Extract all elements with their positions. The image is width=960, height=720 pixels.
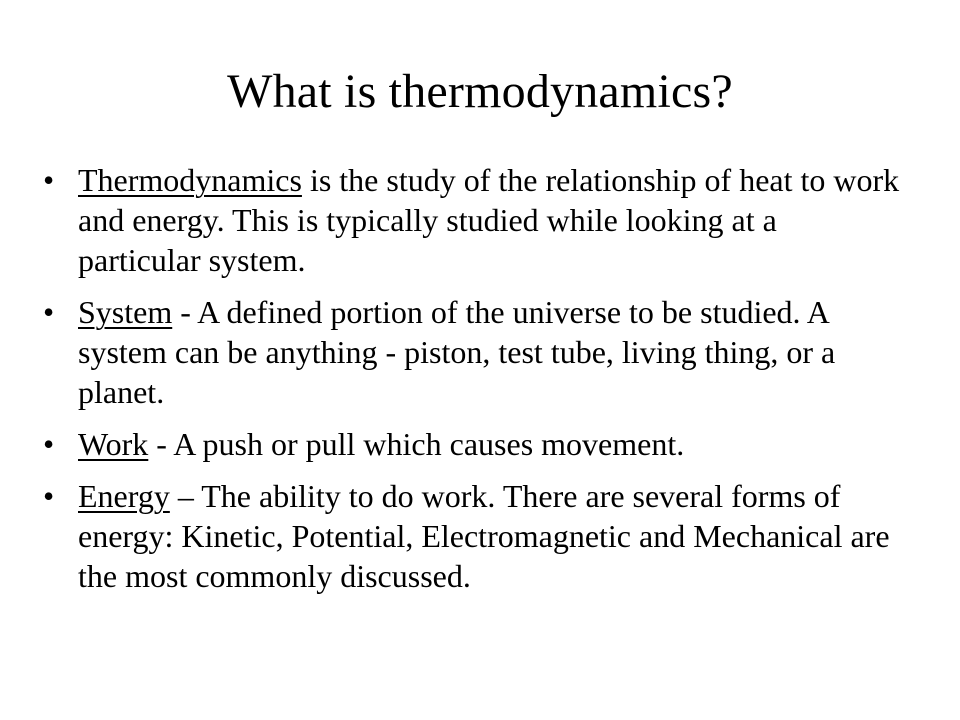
term-thermodynamics: Thermodynamics [78,162,302,198]
bullet-system [0,292,960,412]
term-energy: Energy [78,478,170,514]
slide-title: What is thermodynamics? [227,65,733,118]
term-work: Work [78,426,149,462]
bullet-thermodynamics [0,160,960,280]
term-system: System [78,294,173,330]
definition-thermodynamics: is the study of the relationship of heat to work and energy. This is typically studied while looking at a particular system. [78,162,900,278]
definition-energy: – The ability to do work. There are several forms of energy: Kinetic, Potential, Electromagnetic and Mechanical are the most commonly discussed. [78,478,890,594]
bullet-energy [0,476,960,596]
bullet-list [0,160,960,608]
bullet-work [0,424,960,464]
definition-work: - A push or pull which causes movement. [148,426,685,462]
definition-system: - A defined portion of the universe to be studied. A system can be anything - piston, test tube, living thing, or a planet. [78,294,836,410]
